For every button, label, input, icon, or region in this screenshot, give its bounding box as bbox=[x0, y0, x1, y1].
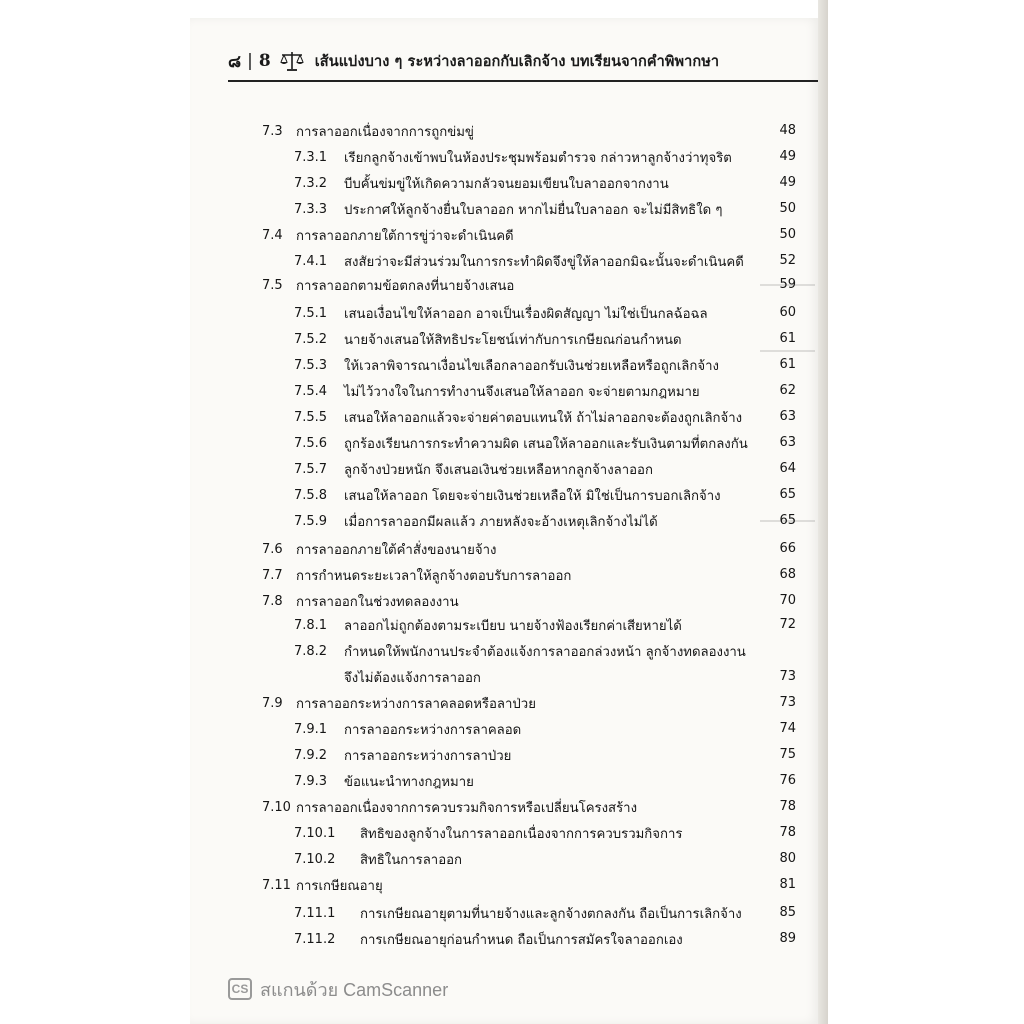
toc-section-number: 7.5.5 bbox=[294, 409, 328, 425]
header-title: เส้นแบ่งบาง ๆ ระหว่างลาออกกับเลิกจ้าง บทเรียนจากคำพิพากษา bbox=[314, 53, 720, 70]
toc-page-number: 48 bbox=[779, 123, 796, 138]
toc-entry-title: การเกษียณอายุ bbox=[296, 878, 383, 894]
toc-section-number: 7.3.3 bbox=[294, 201, 328, 217]
toc-section-number: 7.5.4 bbox=[294, 383, 328, 399]
toc-section-number: 7.3 bbox=[262, 123, 283, 139]
toc-page-number: 65 bbox=[779, 513, 796, 528]
toc-page-number: 50 bbox=[779, 201, 796, 216]
toc-page-number: 63 bbox=[779, 435, 796, 450]
toc-entry-title: การลาออกระหว่างการลาคลอดหรือลาป่วย bbox=[296, 696, 536, 712]
toc-section-number: 7.8 bbox=[262, 593, 283, 609]
toc-entry-title: เมื่อการลาออกมีผลแล้ว ภายหลังจะอ้างเหตุเลิกจ้างไม่ได้ bbox=[344, 514, 658, 530]
toc-page-number: 80 bbox=[779, 851, 796, 866]
toc-page-number: 70 bbox=[779, 593, 796, 608]
toc-section-number: 7.8.1 bbox=[294, 617, 328, 633]
toc-entry-title: ให้เวลาพิจารณาเงื่อนไขเลือกลาออกรับเงินช่วยเหลือหรือถูกเลิกจ้าง bbox=[344, 358, 719, 374]
toc-section-number: 7.7 bbox=[262, 567, 283, 583]
toc-page-number: 89 bbox=[779, 931, 796, 946]
toc-page-number: 65 bbox=[779, 487, 796, 502]
toc-page-number: 52 bbox=[779, 253, 796, 268]
toc-entry-title: ลาออกไม่ถูกต้องตามระเบียบ นายจ้างฟ้องเรียกค่าเสียหายได้ bbox=[344, 618, 682, 634]
toc-page-number: 68 bbox=[779, 567, 796, 582]
toc-page-number: 60 bbox=[779, 305, 796, 320]
toc-entry-title: เสนอให้ลาออกแล้วจะจ่ายค่าตอบแทนให้ ถ้าไม่ลาออกจะต้องถูกเลิกจ้าง bbox=[344, 410, 743, 426]
toc-page-number: 49 bbox=[779, 149, 796, 164]
toc-entry-title: กำหนดให้พนักงานประจำต้องแจ้งการลาออกล่วงหน้า ลูกจ้างทดลองงาน bbox=[344, 644, 746, 660]
toc-entry-title: การเกษียณอายุก่อนกำหนด ถือเป็นการสมัครใจลาออกเอง bbox=[360, 932, 683, 948]
toc-section-number: 7.5 bbox=[262, 277, 283, 293]
toc-entry-title: เสนอให้ลาออก โดยจะจ่ายเงินช่วยเหลือให้ มิใช่เป็นการบอกเลิกจ้าง bbox=[344, 488, 721, 504]
toc-page-number: 66 bbox=[779, 541, 796, 556]
toc-page-number: 75 bbox=[779, 747, 796, 762]
toc-entry-title: การลาออกภายใต้คำสั่งของนายจ้าง bbox=[296, 542, 497, 558]
toc-section-number: 7.11.1 bbox=[294, 905, 336, 921]
toc-section-number: 7.5.8 bbox=[294, 487, 328, 503]
watermark-text: สแกนด้วย CamScanner bbox=[260, 979, 449, 1000]
toc-section-number: 7.4 bbox=[262, 227, 283, 243]
toc-page-number: 76 bbox=[779, 773, 796, 788]
toc-entry-title: การลาออกในช่วงทดลองงาน bbox=[296, 594, 459, 610]
toc-entry-title: เรียกลูกจ้างเข้าพบในห้องประชุมพร้อมตำรวจ กล่าวหาลูกจ้างว่าทุจริต bbox=[344, 150, 732, 166]
toc-entry-title: ประกาศให้ลูกจ้างยื่นใบลาออก หากไม่ยื่นใบลาออก จะไม่มีสิทธิใด ๆ bbox=[344, 202, 723, 218]
toc-section-number: 7.5.2 bbox=[294, 331, 328, 347]
toc-page-number: 78 bbox=[779, 799, 796, 814]
toc-section-number: 7.10 bbox=[262, 799, 291, 815]
toc-entry-title: ลูกจ้างป่วยหนัก จึงเสนอเงินช่วยเหลือหากลูกจ้างลาออก bbox=[344, 462, 653, 478]
camscanner-logo-icon: CS bbox=[228, 978, 252, 1000]
toc-page-number: 63 bbox=[779, 409, 796, 424]
toc-entry-title: จึงไม่ต้องแจ้งการลาออก bbox=[344, 670, 481, 686]
toc-entry-title: การลาออกระหว่างการลาป่วย bbox=[344, 748, 512, 764]
camscanner-watermark bbox=[228, 976, 448, 1002]
toc-entry-title: การลาออกระหว่างการลาคลอด bbox=[344, 722, 522, 738]
toc-entry-title: ถูกร้องเรียนการกระทำความผิด เสนอให้ลาออกและรับเงินตามที่ตกลงกัน bbox=[344, 436, 748, 452]
toc-page-number: 72 bbox=[779, 617, 796, 632]
toc-page-number: 61 bbox=[779, 357, 796, 372]
toc-entry-title: สิทธิในการลาออก bbox=[360, 852, 463, 868]
toc-section-number: 7.5.6 bbox=[294, 435, 328, 451]
toc-section-number: 7.9.2 bbox=[294, 747, 328, 763]
toc-section-number: 7.8.2 bbox=[294, 643, 328, 659]
toc-section-number: 7.10.1 bbox=[294, 825, 336, 841]
toc-page-number: 50 bbox=[779, 227, 796, 242]
toc-page-number: 49 bbox=[779, 175, 796, 190]
toc-entry-title: การเกษียณอายุตามที่นายจ้างและลูกจ้างตกลงกัน ถือเป็นการเลิกจ้าง bbox=[360, 906, 742, 922]
toc-page-number: 62 bbox=[779, 383, 796, 398]
toc-entry-title: ข้อแนะนำทางกฎหมาย bbox=[344, 774, 474, 790]
toc-page-number: 85 bbox=[779, 905, 796, 920]
toc-entry-title: การลาออกภายใต้การขู่ว่าจะดำเนินคดี bbox=[296, 228, 514, 244]
toc-entry-title: สิทธิของลูกจ้างในการลาออกเนื่องจากการควบรวมกิจการ bbox=[360, 826, 683, 842]
header-page-number-thai: ๘ bbox=[228, 51, 242, 72]
header-separator: | bbox=[247, 51, 253, 71]
toc-entry-title: นายจ้างเสนอให้สิทธิประโยชน์เท่ากับการเกษียณก่อนกำหนด bbox=[344, 332, 682, 348]
toc-page-number: 78 bbox=[779, 825, 796, 840]
toc-page-number: 64 bbox=[779, 461, 796, 476]
toc-page-number: 73 bbox=[779, 669, 796, 684]
toc-entry-title: บีบคั้นข่มขู่ให้เกิดความกลัวจนยอมเขียนใบลาออกจากงาน bbox=[344, 176, 669, 192]
toc-page-number: 81 bbox=[779, 877, 796, 892]
toc-section-number: 7.10.2 bbox=[294, 851, 336, 867]
toc-section-number: 7.11 bbox=[262, 877, 291, 893]
toc-page-number: 73 bbox=[779, 695, 796, 710]
toc-section-number: 7.4.1 bbox=[294, 253, 328, 269]
toc-entry-title: การลาออกเนื่องจากการควบรวมกิจการหรือเปลี่ยนโครงสร้าง bbox=[296, 800, 638, 816]
toc-section-number: 7.6 bbox=[262, 541, 283, 557]
toc-section-number: 7.5.3 bbox=[294, 357, 328, 373]
toc-section-number: 7.5.7 bbox=[294, 461, 328, 477]
toc-page-number: 59 bbox=[779, 277, 796, 292]
toc-section-number: 7.9.1 bbox=[294, 721, 328, 737]
toc-section-number: 7.3.2 bbox=[294, 175, 328, 191]
toc-entry-title: การลาออกเนื่องจากการถูกข่มขู่ bbox=[296, 124, 474, 140]
toc-entry-title: การลาออกตามข้อตกลงที่นายจ้างเสนอ bbox=[296, 278, 515, 294]
toc-entry-title: ไม่ไว้วางใจในการทำงานจึงเสนอให้ลาออก จะจ่ายตามกฎหมาย bbox=[344, 384, 700, 400]
toc-section-number: 7.9.3 bbox=[294, 773, 328, 789]
toc-section-number: 7.5.1 bbox=[294, 305, 328, 321]
toc-page-number: 61 bbox=[779, 331, 796, 346]
toc-section-number: 7.5.9 bbox=[294, 513, 328, 529]
toc-section-number: 7.11.2 bbox=[294, 931, 336, 947]
toc-entry-title: เสนอเงื่อนไขให้ลาออก อาจเป็นเรื่องผิดสัญญา ไม่ใช่เป็นกลฉ้อฉล bbox=[344, 306, 708, 322]
header-page-number: 8 bbox=[258, 51, 271, 71]
toc-page-number: 74 bbox=[779, 721, 796, 736]
toc-section-number: 7.3.1 bbox=[294, 149, 328, 165]
toc-section-number: 7.9 bbox=[262, 695, 283, 711]
toc-entry-title: การกำหนดระยะเวลาให้ลูกจ้างตอบรับการลาออก bbox=[296, 568, 572, 584]
toc-entry-title: สงสัยว่าจะมีส่วนร่วมในการกระทำผิดจึงขู่ให้ลาออกมิฉะนั้นจะดำเนินคดี bbox=[344, 254, 744, 270]
